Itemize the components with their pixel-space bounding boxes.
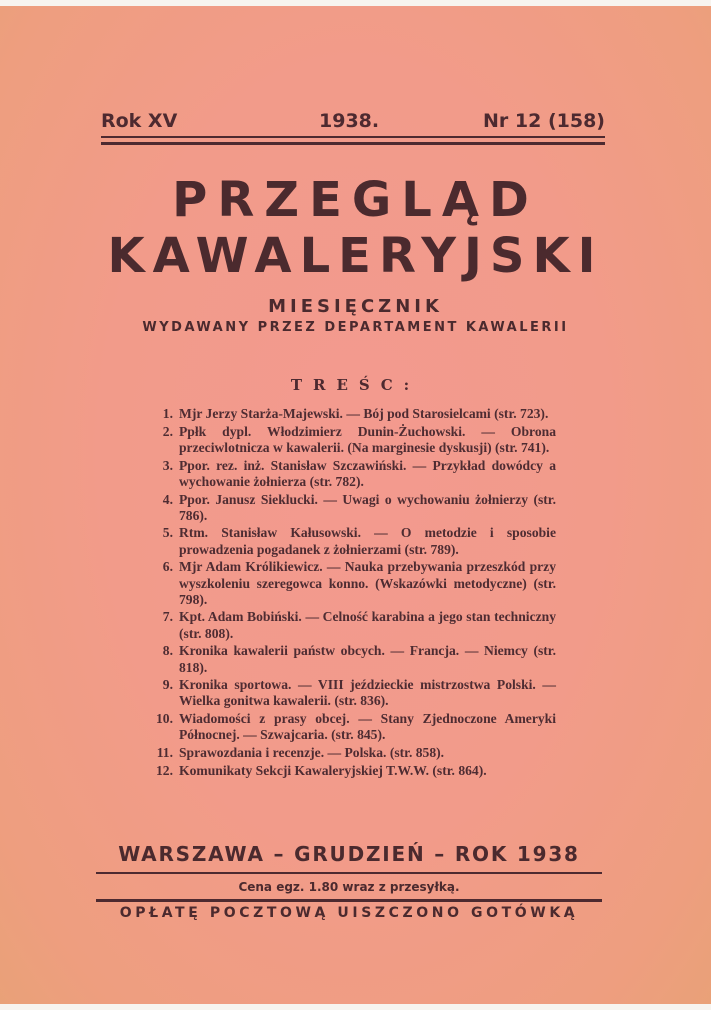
toc-number: 5. xyxy=(162,525,173,541)
toc-text: Ppłk dypl. Włodzimierz Dunin-Żuchowski. — Obrona przeciwlotnicza w kawalerii. (Na marginesie dyskusji) (str. 741). xyxy=(179,423,556,455)
volume-label: Rok XV xyxy=(101,110,178,132)
header-rule-top xyxy=(101,136,605,138)
toc-item xyxy=(146,745,556,761)
toc-text: Kronika sportowa. — VIII jeździeckie mistrzostwa Polski. — Wielka gonitwa kawalerii. (str. 836). xyxy=(179,677,556,709)
header-rule-bottom xyxy=(101,142,605,145)
toc-number: 9. xyxy=(162,677,173,693)
toc-item xyxy=(146,424,556,456)
toc-text: Rtm. Stanisław Kałusowski. — O metodzie i sposobie prowadzenia pogadanek z żołnierzami (str. 789). xyxy=(179,525,556,557)
toc-item xyxy=(146,677,556,709)
toc-text: Wiadomości z prasy obcej. — Stany Zjednoczone Ameryki Północnej. — Szwajcaria. (str. 845). xyxy=(179,711,556,743)
title-line-1: PRZEGLĄD xyxy=(172,172,539,228)
postage-line: OPŁATĘ POCZTOWĄ UISZCZONO GOTÓWKĄ xyxy=(119,905,579,921)
toc-text: Ppor. Janusz Sieklucki. — Uwagi o wychowaniu żołnierzy (str. 786). xyxy=(179,491,556,523)
issue-header xyxy=(101,106,605,134)
toc-item xyxy=(146,458,556,490)
toc-item xyxy=(146,406,556,422)
toc-number: 12. xyxy=(156,762,173,778)
issue-number: Nr 12 (158) xyxy=(483,110,605,132)
toc-number: 4. xyxy=(162,491,173,507)
footer-rule-2 xyxy=(96,899,602,902)
toc-text: Komunikaty Sekcji Kawaleryjskiej T.W.W. (str. 864). xyxy=(179,762,487,778)
subtitle: MIESIĘCZNIK xyxy=(268,296,443,317)
toc-item xyxy=(146,763,556,779)
toc-text: Mjr Jerzy Starża-Majewski. — Bój pod Starosielcami (str. 723). xyxy=(179,406,549,421)
toc-item xyxy=(146,559,556,608)
toc-number: 3. xyxy=(162,457,173,473)
year-label: 1938. xyxy=(319,110,380,132)
toc-item xyxy=(146,609,556,641)
toc-number: 2. xyxy=(162,423,173,439)
toc-text: Kronika kawalerii państw obcych. — Francja. — Niemcy (str. 818). xyxy=(179,643,556,675)
title-line-2: KAWALERYJSKI xyxy=(107,228,604,284)
place-date-line: WARSZAWA – GRUDZIEŃ – ROK 1938 xyxy=(118,842,580,866)
toc-text: Sprawozdania i recenzje. — Polska. (str. 858). xyxy=(179,745,445,761)
toc-text: Kpt. Adam Bobiński. — Celność karabina a jego stan techniczny (str. 808). xyxy=(179,609,556,641)
toc-item xyxy=(146,711,556,743)
toc-number: 7. xyxy=(162,609,173,625)
magazine-cover xyxy=(0,6,711,1004)
toc-item xyxy=(146,525,556,557)
price-line: Cena egz. 1.80 wraz z przesyłką. xyxy=(238,880,460,894)
table-of-contents xyxy=(146,406,556,780)
toc-text: Mjr Adam Królikiewicz. — Nauka przebywania przeszkód przy wyszkoleniu szeregowca konno. (Wskazówki metodyczne) (str. 798). xyxy=(179,559,556,607)
toc-number: 1. xyxy=(162,406,173,421)
toc-item xyxy=(146,492,556,524)
toc-text: Ppor. rez. inż. Stanisław Szczawiński. — Przykład dowódcy a wychowanie żołnierza (str. 782). xyxy=(179,457,556,489)
footer-rule-1 xyxy=(96,872,602,874)
toc-number: 10. xyxy=(156,711,173,727)
toc-number: 8. xyxy=(162,643,173,659)
contents-heading: TREŚC: xyxy=(290,376,421,394)
toc-number: 6. xyxy=(162,559,173,575)
publisher-line: WYDAWANY PRZEZ DEPARTAMENT KAWALERII xyxy=(142,320,569,335)
toc-item xyxy=(146,643,556,675)
toc-number: 11. xyxy=(156,745,173,761)
